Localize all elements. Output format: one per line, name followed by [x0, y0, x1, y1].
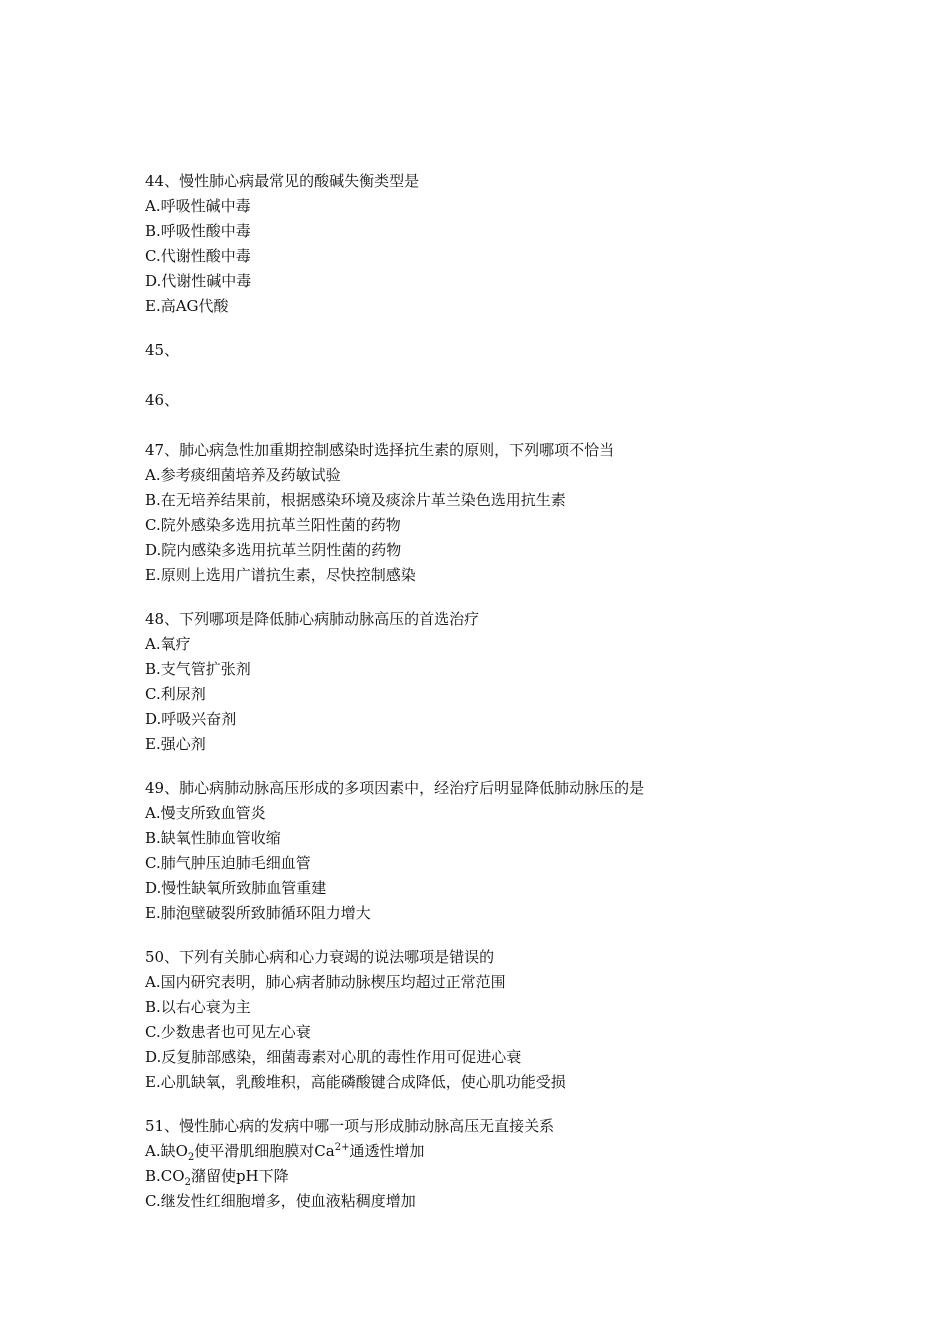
- question-stem: 45、: [145, 341, 180, 359]
- option-d: D.院内感染多选用抗革兰阴性菌的药物: [145, 541, 402, 559]
- option-a: A.氧疗: [145, 635, 191, 653]
- question-49: [145, 776, 845, 926]
- option-d: D.代谢性碱中毒: [145, 272, 252, 290]
- option-a-text-suffix: 通透性增加: [349, 1142, 425, 1160]
- option-a: A.国内研究表明，肺心病者肺动脉楔压均超过正常范围: [145, 973, 506, 991]
- question-stem: 47、肺心病急性加重期控制感染时选择抗生素的原则，下列哪项不恰当: [145, 441, 615, 459]
- option-e: E.心肌缺氧，乳酸堆积，高能磷酸键合成降低，使心肌功能受损: [145, 1073, 566, 1091]
- option-e: E.原则上选用广谱抗生素，尽快控制感染: [145, 566, 416, 584]
- subscript-2: 2: [184, 1177, 191, 1188]
- superscript-2plus: 2+: [334, 1142, 350, 1153]
- question-list: [145, 169, 845, 1233]
- option-e: E.高AG代酸: [145, 297, 229, 315]
- option-e: E.强心剂: [145, 735, 206, 753]
- option-c: C.利尿剂: [145, 685, 206, 703]
- option-b: B.呼吸性酸中毒: [145, 222, 251, 240]
- option-c: C.院外感染多选用抗革兰阳性菌的药物: [145, 516, 401, 534]
- question-47: [145, 438, 845, 588]
- option-b-text-suffix: 潴留使pH下降: [190, 1167, 289, 1185]
- option-b: B.缺氧性肺血管收缩: [145, 829, 281, 847]
- option-a: [145, 1139, 845, 1164]
- subscript-2: 2: [187, 1152, 195, 1163]
- option-b-text-prefix: B.CO: [145, 1167, 185, 1185]
- option-d: D.慢性缺氧所致肺血管重建: [145, 879, 327, 897]
- option-c: C.肺气肿压迫肺毛细血管: [145, 854, 311, 872]
- option-e: E.肺泡壁破裂所致肺循环阻力增大: [145, 904, 371, 922]
- question-stem: 51、慢性肺心病的发病中哪一项与形成肺动脉高压无直接关系: [145, 1117, 555, 1135]
- option-c: C.代谢性酸中毒: [145, 247, 251, 265]
- option-b: [145, 1164, 845, 1189]
- option-a: A.呼吸性碱中毒: [145, 197, 251, 215]
- question-stem: 46、: [145, 391, 180, 409]
- option-b: B.在无培养结果前，根据感染环境及痰涂片革兰染色选用抗生素: [145, 491, 566, 509]
- option-a-text-middle: 使平滑肌细胞膜对Ca: [194, 1142, 335, 1160]
- option-d: D.反复肺部感染，细菌毒素对心肌的毒性作用可促进心衰: [145, 1048, 522, 1066]
- question-48: [145, 607, 845, 757]
- question-44: [145, 169, 845, 319]
- option-b: B.以右心衰为主: [145, 998, 251, 1016]
- question-50: [145, 945, 845, 1095]
- option-c: C.少数患者也可见左心衰: [145, 1023, 311, 1041]
- question-46: [145, 388, 845, 413]
- option-a: A.参考痰细菌培养及药敏试验: [145, 466, 341, 484]
- question-stem: 44、慢性肺心病最常见的酸碱失衡类型是: [145, 172, 420, 190]
- option-d: D.呼吸兴奋剂: [145, 710, 237, 728]
- option-a: A.慢支所致血管炎: [145, 804, 266, 822]
- option-c: C.继发性红细胞增多，使血液粘稠度增加: [145, 1192, 416, 1210]
- option-b: B.支气管扩张剂: [145, 660, 251, 678]
- question-45: [145, 338, 845, 363]
- question-stem: 49、肺心病肺动脉高压形成的多项因素中，经治疗后明显降低肺动脉压的是: [145, 779, 645, 797]
- question-51: [145, 1114, 845, 1214]
- option-a-text-prefix: A.缺O: [145, 1142, 188, 1160]
- question-stem: 50、下列有关肺心病和心力衰竭的说法哪项是错误的: [145, 948, 495, 966]
- question-stem: 48、下列哪项是降低肺心病肺动脉高压的首选治疗: [145, 610, 480, 628]
